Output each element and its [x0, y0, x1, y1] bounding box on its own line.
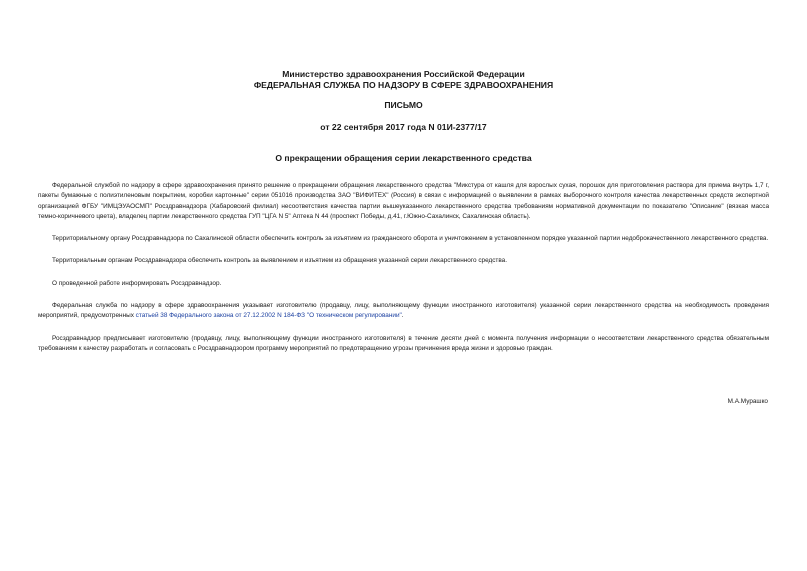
law-link[interactable]: статьей 38 Федерального закона от 27.12.2002 N 184-ФЗ "О техническом регулировании" — [135, 312, 402, 320]
paragraph-5-end: . — [401, 312, 404, 320]
paragraph-3: Территориальным органам Росздравнадзора обеспечить контроль за выявлением и изъятием из обращения указанной серии лекарственного средства. — [52, 257, 508, 265]
document-subject: О прекращении обращения серии лекарственного средства — [275, 153, 532, 163]
document-body — [38, 181, 769, 354]
agency-name: ФЕДЕРАЛЬНАЯ СЛУЖБА ПО НАДЗОРУ В СФЕРЕ ЗДРАВООХРАНЕНИЯ — [253, 80, 554, 90]
paragraph-5-text: Федеральная служба по надзору в сфере здравоохранения указывает изготовителю (продавцу, лицу, выполняющему функции иностранного изготовителя) указанной серии лекарственного средства на необходимость проведения мероприятий, предусмотренных — [38, 302, 769, 320]
issuer-header — [0, 69, 807, 91]
signature: М.А.Мурашко — [727, 398, 768, 405]
ministry-name: Министерство здравоохранения Российской Федерации — [282, 69, 525, 79]
document-date-number: от 22 сентября 2017 года N 01И-2377/17 — [320, 122, 487, 132]
paragraph-6: Росздравнадзор предписывает изготовителю (продавцу, лицу, выполняющему функции иностранного изготовителя) в течение десяти дней с момента получения информации о несоответствии лекарственного средства обязательным требованиям к качеству разработать и согласовать с Росздравнадзором программу мероприятий по предотвращению угрозы причинения вреда жизни и здоровью граждан. — [38, 334, 769, 352]
paragraph-1: Федеральной службой по надзору в сфере здравоохранения принято решение о прекращении обращения лекарственного средства "Микстура от кашля для взрослых сухая, порошок для приготовления раствора для приема внутрь 1,7 г, пакеты бумажные с полиэтиленовым покрытием, коробки картонные" серии 051016 производства ЗАО "ВИФИТЕХ" (Россия) в связи с информацией о выявлении в рамках выборочного контроля качества лекарственных средств экспертной организацией ФГБУ "ИМЦЭУАОСМП" Росздравнадзора (Хабаровский филиал) несоответствия качества партии вышеуказанного лекарственного средства требованиям нормативной документации по показателю "Описание" (вязкая масса темно-коричневого цвета), владелец партии лекарственного средства ГУП "ЦГА N 5" Аптека N 44 (проспект Победы, д.41, г.Южно-Сахалинск, Сахалинская область). — [38, 182, 769, 220]
document-type: ПИСЬМО — [384, 100, 423, 110]
paragraph-4: О проведенной работе информировать Росздравнадзор. — [52, 279, 222, 287]
paragraph-2: Территориальному органу Росздравнадзора по Сахалинской области обеспечить контроль за изъятием из гражданского оборота и уничтожением в установленном порядке указанной партии недоброкачественного лекарственного средства. — [52, 235, 769, 243]
paragraph-5 — [38, 301, 769, 322]
